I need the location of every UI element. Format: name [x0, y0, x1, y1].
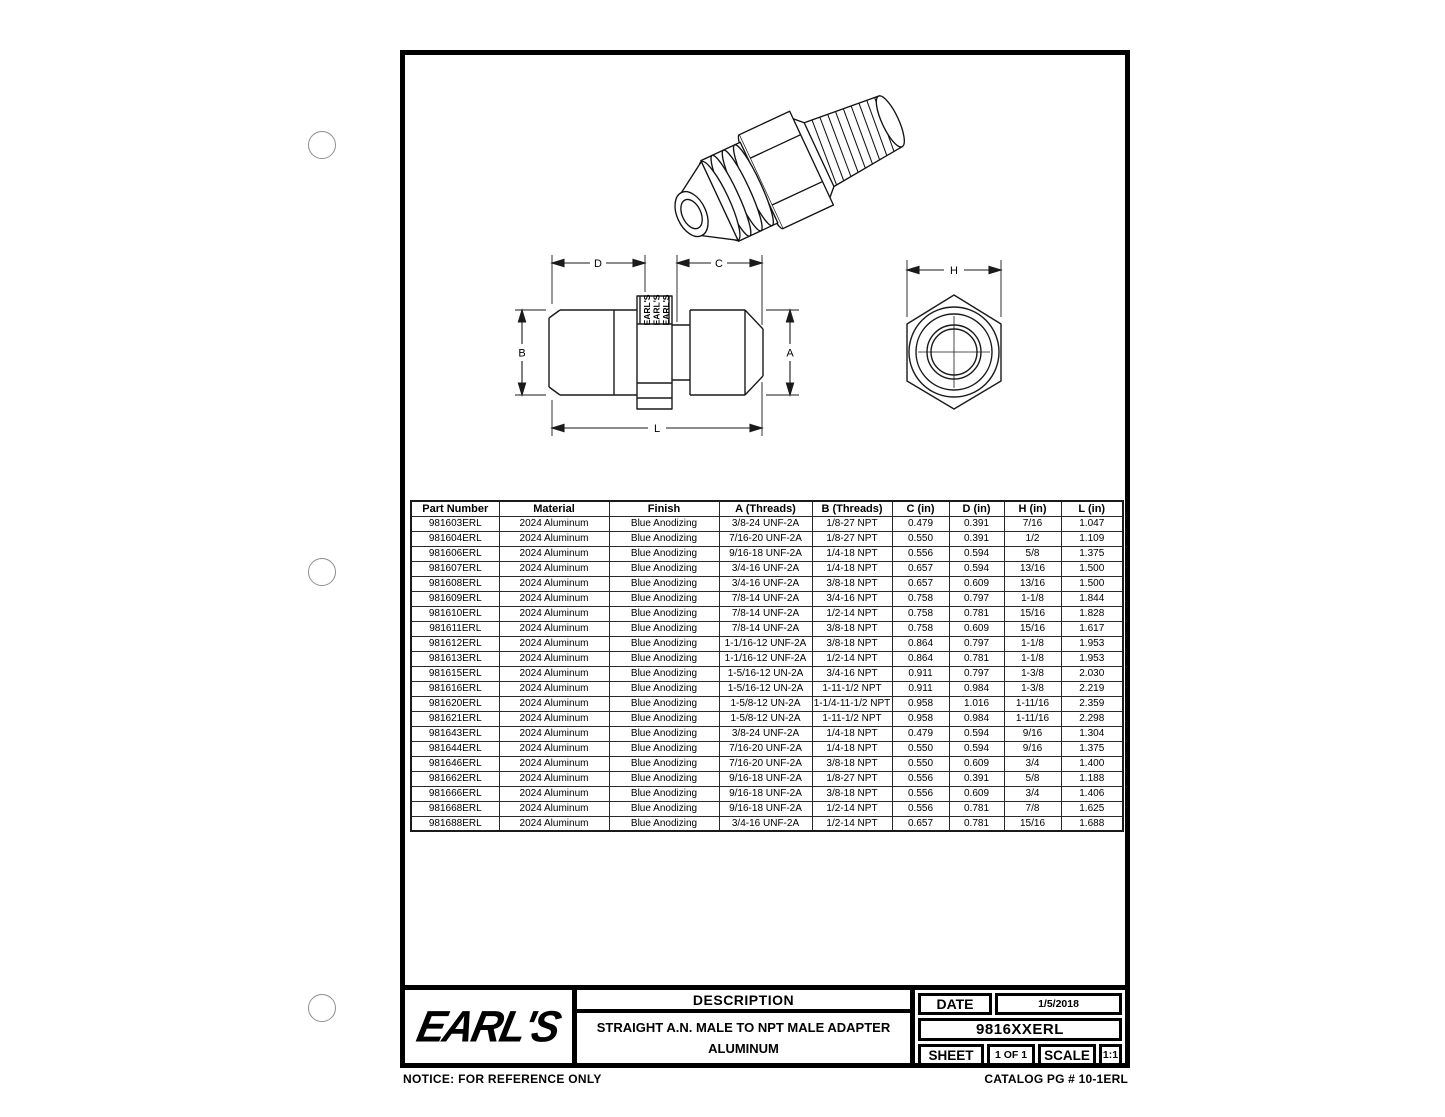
table-cell: 3/4-16 NPT [812, 666, 892, 681]
table-cell: 0.609 [949, 576, 1004, 591]
table-cell: 2024 Aluminum [499, 561, 609, 576]
table-cell: 2024 Aluminum [499, 651, 609, 666]
table-cell: 1-11-1/2 NPT [812, 681, 892, 696]
table-cell: 0.781 [949, 801, 1004, 816]
table-cell: 1-5/8-12 UN-2A [719, 711, 812, 726]
table-cell: 1-5/8-12 UN-2A [719, 696, 812, 711]
table-cell: 5/8 [1004, 771, 1061, 786]
table-cell: 981604ERL [411, 531, 499, 546]
table-cell: 15/16 [1004, 816, 1061, 831]
table-cell: 1.688 [1061, 816, 1123, 831]
description-label: DESCRIPTION [577, 990, 910, 1013]
table-cell: 1-5/16-12 UN-2A [719, 681, 812, 696]
table-cell: 9/16 [1004, 726, 1061, 741]
title-block-right [915, 990, 1125, 1063]
table-cell: 3/4 [1004, 756, 1061, 771]
table-cell: 1/4-18 NPT [812, 546, 892, 561]
table-cell: 0.556 [892, 546, 949, 561]
table-row [411, 786, 1123, 801]
table-cell: 2024 Aluminum [499, 756, 609, 771]
table-cell: 981688ERL [411, 816, 499, 831]
table-row [411, 591, 1123, 606]
table-cell: 3/8-18 NPT [812, 756, 892, 771]
table-cell: 2024 Aluminum [499, 516, 609, 531]
table-cell: 0.984 [949, 711, 1004, 726]
table-row [411, 516, 1123, 531]
dimension-drawing [500, 240, 1060, 490]
table-cell: 3/4-16 UNF-2A [719, 561, 812, 576]
table-cell: 3/4 [1004, 786, 1061, 801]
table-cell: 2.359 [1061, 696, 1123, 711]
table-cell: 0.550 [892, 741, 949, 756]
table-cell: 1.953 [1061, 651, 1123, 666]
table-cell: 0.479 [892, 516, 949, 531]
table-cell: 0.479 [892, 726, 949, 741]
table-cell: 981613ERL [411, 651, 499, 666]
notice-text: NOTICE: FOR REFERENCE ONLY [403, 1072, 602, 1086]
table-cell: Blue Anodizing [609, 711, 719, 726]
table-cell: 0.958 [892, 711, 949, 726]
table-cell: 2024 Aluminum [499, 666, 609, 681]
table-cell: 1.500 [1061, 576, 1123, 591]
spec-table [410, 500, 1124, 832]
table-cell: 981646ERL [411, 756, 499, 771]
column-header: A (Threads) [719, 501, 812, 516]
table-cell: 0.758 [892, 621, 949, 636]
table-cell: 2024 Aluminum [499, 711, 609, 726]
brand-stamp: EARL'S [642, 294, 652, 326]
table-cell: 7/8-14 UNF-2A [719, 606, 812, 621]
table-cell: 981666ERL [411, 786, 499, 801]
column-header: C (in) [892, 501, 949, 516]
table-cell: 1.953 [1061, 636, 1123, 651]
catalog-reference: CATALOG PG # 10-1ERL [984, 1072, 1128, 1086]
table-cell: Blue Anodizing [609, 771, 719, 786]
hole-punch [308, 994, 336, 1022]
column-header: H (in) [1004, 501, 1061, 516]
table-cell: 3/8-18 NPT [812, 576, 892, 591]
table-cell: 981610ERL [411, 606, 499, 621]
table-row [411, 546, 1123, 561]
company-logo-text: EARL'S [413, 1001, 565, 1051]
table-cell: 0.594 [949, 561, 1004, 576]
table-cell: 7/16-20 UNF-2A [719, 531, 812, 546]
table-cell: 0.958 [892, 696, 949, 711]
table-cell: Blue Anodizing [609, 561, 719, 576]
table-cell: 0.911 [892, 681, 949, 696]
column-header: L (in) [1061, 501, 1123, 516]
table-cell: 1.617 [1061, 621, 1123, 636]
table-row [411, 681, 1123, 696]
table-cell: 1.500 [1061, 561, 1123, 576]
table-cell: 2024 Aluminum [499, 681, 609, 696]
table-cell: 9/16-18 UNF-2A [719, 801, 812, 816]
table-cell: 1.844 [1061, 591, 1123, 606]
table-cell: 0.864 [892, 651, 949, 666]
table-cell: 1-1/8 [1004, 591, 1061, 606]
table-cell: 1/8-27 NPT [812, 516, 892, 531]
brand-stamp: EARL'S [651, 294, 662, 326]
table-cell: Blue Anodizing [609, 651, 719, 666]
table-cell: 981609ERL [411, 591, 499, 606]
table-row [411, 741, 1123, 756]
table-cell: Blue Anodizing [609, 726, 719, 741]
table-cell: 981620ERL [411, 696, 499, 711]
table-row [411, 696, 1123, 711]
table-cell: 13/16 [1004, 576, 1061, 591]
table-cell: 7/8-14 UNF-2A [719, 621, 812, 636]
table-cell: Blue Anodizing [609, 666, 719, 681]
table-cell: 7/16-20 UNF-2A [719, 741, 812, 756]
table-cell: 0.609 [949, 621, 1004, 636]
table-cell: 0.758 [892, 591, 949, 606]
table-cell: 0.550 [892, 531, 949, 546]
table-cell: 1/2-14 NPT [812, 816, 892, 831]
table-row [411, 636, 1123, 651]
title-block [405, 985, 1125, 1063]
table-cell: 981621ERL [411, 711, 499, 726]
table-cell: 2024 Aluminum [499, 636, 609, 651]
table-cell: 1-1/16-12 UNF-2A [719, 651, 812, 666]
column-header: Finish [609, 501, 719, 516]
table-cell: 1.625 [1061, 801, 1123, 816]
table-cell: 0.594 [949, 741, 1004, 756]
table-cell: Blue Anodizing [609, 681, 719, 696]
table-cell: 0.657 [892, 576, 949, 591]
table-cell: 13/16 [1004, 561, 1061, 576]
table-cell: 1.828 [1061, 606, 1123, 621]
table-cell: 0.556 [892, 771, 949, 786]
table-cell: 1.304 [1061, 726, 1123, 741]
table-cell: 2.219 [1061, 681, 1123, 696]
table-cell: 3/4-16 UNF-2A [719, 576, 812, 591]
table-cell: 9/16 [1004, 741, 1061, 756]
table-cell: 2024 Aluminum [499, 726, 609, 741]
sheet-label: SHEET [918, 1044, 984, 1066]
table-cell: 981644ERL [411, 741, 499, 756]
description-line2: ALUMINUM [708, 1041, 779, 1057]
table-cell: 0.550 [892, 756, 949, 771]
table-row [411, 576, 1123, 591]
table-cell: 2024 Aluminum [499, 696, 609, 711]
table-cell: 981611ERL [411, 621, 499, 636]
table-cell: 7/8 [1004, 801, 1061, 816]
table-cell: 1.188 [1061, 771, 1123, 786]
table-row [411, 771, 1123, 786]
description-line1: STRAIGHT A.N. MALE TO NPT MALE ADAPTER [596, 1019, 891, 1035]
table-cell: 1.375 [1061, 741, 1123, 756]
date-label: DATE [918, 993, 992, 1015]
table-cell: 2024 Aluminum [499, 741, 609, 756]
brand-stamp: EARL'S [661, 294, 671, 326]
table-cell: 15/16 [1004, 606, 1061, 621]
table-cell: 0.758 [892, 606, 949, 621]
column-header: Part Number [411, 501, 499, 516]
table-cell: Blue Anodizing [609, 696, 719, 711]
table-row [411, 801, 1123, 816]
table-cell: Blue Anodizing [609, 816, 719, 831]
table-cell: 1.109 [1061, 531, 1123, 546]
table-cell: 0.911 [892, 666, 949, 681]
table-cell: 2024 Aluminum [499, 621, 609, 636]
table-cell: 0.391 [949, 531, 1004, 546]
table-cell: 0.657 [892, 561, 949, 576]
hole-punch [308, 558, 336, 586]
dim-label-l: L [653, 423, 661, 435]
table-cell: 0.781 [949, 816, 1004, 831]
table-cell: 1/2 [1004, 531, 1061, 546]
table-cell: 1-1/8 [1004, 651, 1061, 666]
table-cell: 2024 Aluminum [499, 591, 609, 606]
table-cell: 2024 Aluminum [499, 801, 609, 816]
table-cell: 2024 Aluminum [499, 771, 609, 786]
table-cell: 9/16-18 UNF-2A [719, 546, 812, 561]
column-header: Material [499, 501, 609, 516]
table-cell: 3/8-18 NPT [812, 621, 892, 636]
table-cell: 981607ERL [411, 561, 499, 576]
table-cell: 2024 Aluminum [499, 606, 609, 621]
table-cell: 981606ERL [411, 546, 499, 561]
table-cell: Blue Anodizing [609, 546, 719, 561]
table-cell: 0.609 [949, 786, 1004, 801]
table-cell: 981615ERL [411, 666, 499, 681]
table-cell: 0.594 [949, 546, 1004, 561]
table-cell: 1/8-27 NPT [812, 531, 892, 546]
scale-value: 1:1 [1099, 1044, 1122, 1066]
table-cell: Blue Anodizing [609, 621, 719, 636]
table-row [411, 531, 1123, 546]
table-cell: 1-3/8 [1004, 666, 1061, 681]
table-cell: 0.609 [949, 756, 1004, 771]
table-cell: 0.657 [892, 816, 949, 831]
table-cell: 3/8-18 NPT [812, 636, 892, 651]
table-cell: 0.797 [949, 636, 1004, 651]
table-cell: 0.984 [949, 681, 1004, 696]
table-cell: 2024 Aluminum [499, 816, 609, 831]
table-cell: 0.797 [949, 666, 1004, 681]
table-cell: 981662ERL [411, 771, 499, 786]
spec-table-header-row [411, 501, 1123, 516]
table-row [411, 666, 1123, 681]
table-cell: 1.016 [949, 696, 1004, 711]
table-cell: 981668ERL [411, 801, 499, 816]
description-cell [577, 990, 915, 1063]
table-cell: Blue Anodizing [609, 756, 719, 771]
table-cell: 1-3/8 [1004, 681, 1061, 696]
table-cell: 1/2-14 NPT [812, 801, 892, 816]
table-cell: 7/16-20 UNF-2A [719, 756, 812, 771]
table-cell: 1/2-14 NPT [812, 651, 892, 666]
column-header: B (Threads) [812, 501, 892, 516]
table-cell: 981616ERL [411, 681, 499, 696]
table-cell: 7/16 [1004, 516, 1061, 531]
table-cell: 3/8-24 UNF-2A [719, 516, 812, 531]
part-number: 9816XXERL [918, 1018, 1122, 1041]
table-cell: 0.797 [949, 591, 1004, 606]
table-cell: Blue Anodizing [609, 741, 719, 756]
table-cell: 2.298 [1061, 711, 1123, 726]
table-cell: 2.030 [1061, 666, 1123, 681]
table-cell: 1-11/16 [1004, 711, 1061, 726]
table-cell: Blue Anodizing [609, 576, 719, 591]
drawing-sheet [400, 50, 1130, 1068]
table-cell: 3/4-16 NPT [812, 591, 892, 606]
table-cell: 1.047 [1061, 516, 1123, 531]
table-cell: 981603ERL [411, 516, 499, 531]
table-row [411, 606, 1123, 621]
table-cell: 9/16-18 UNF-2A [719, 771, 812, 786]
table-cell: 0.781 [949, 606, 1004, 621]
table-cell: 3/8-18 NPT [812, 786, 892, 801]
table-cell: 1/4-18 NPT [812, 726, 892, 741]
fitting-3d-view [640, 63, 940, 263]
table-cell: Blue Anodizing [609, 531, 719, 546]
table-cell: 1.375 [1061, 546, 1123, 561]
table-cell: 15/16 [1004, 621, 1061, 636]
scale-label: SCALE [1038, 1044, 1096, 1066]
table-cell: Blue Anodizing [609, 591, 719, 606]
table-cell: 1-5/16-12 UN-2A [719, 666, 812, 681]
table-cell: 2024 Aluminum [499, 576, 609, 591]
table-cell: 1-1/4-11-1/2 NPT [813, 698, 891, 709]
table-row [411, 561, 1123, 576]
table-cell: 5/8 [1004, 546, 1061, 561]
dim-label-h: H [950, 265, 958, 277]
table-cell: 1-11-1/2 NPT [812, 711, 892, 726]
date-value: 1/5/2018 [995, 993, 1122, 1015]
table-cell: Blue Anodizing [609, 516, 719, 531]
table-cell: 0.391 [949, 771, 1004, 786]
table-cell: 1/4-18 NPT [812, 741, 892, 756]
table-cell: 1.406 [1061, 786, 1123, 801]
hole-punch [308, 131, 336, 159]
table-cell: 981608ERL [411, 576, 499, 591]
table-row [411, 816, 1123, 831]
table-cell: Blue Anodizing [609, 636, 719, 651]
table-cell: 1-11/16 [1004, 696, 1061, 711]
table-cell: 0.391 [949, 516, 1004, 531]
table-cell: 9/16-18 UNF-2A [719, 786, 812, 801]
table-cell: 3/4-16 UNF-2A [719, 816, 812, 831]
table-row [411, 726, 1123, 741]
table-cell: 981612ERL [411, 636, 499, 651]
dim-label-d: D [594, 258, 602, 270]
table-row [411, 651, 1123, 666]
table-cell: 1-1/8 [1004, 636, 1061, 651]
table-cell: 1/8-27 NPT [812, 771, 892, 786]
dim-label-a: A [786, 347, 794, 360]
sheet-value: 1 OF 1 [987, 1044, 1035, 1066]
dim-label-b: B [518, 347, 526, 360]
table-cell: 981643ERL [411, 726, 499, 741]
table-cell: 0.781 [949, 651, 1004, 666]
company-logo [405, 990, 577, 1063]
table-cell: Blue Anodizing [609, 786, 719, 801]
table-cell: 0.864 [892, 636, 949, 651]
table-cell: 3/8-24 UNF-2A [719, 726, 812, 741]
table-cell: 1/4-18 NPT [812, 561, 892, 576]
table-row [411, 711, 1123, 726]
table-row [411, 621, 1123, 636]
table-cell: 2024 Aluminum [499, 786, 609, 801]
table-cell: 0.556 [892, 786, 949, 801]
dim-label-c: C [715, 258, 723, 270]
table-cell: 1-1/16-12 UNF-2A [719, 636, 812, 651]
table-cell: 2024 Aluminum [499, 531, 609, 546]
table-cell: 7/8-14 UNF-2A [719, 591, 812, 606]
table-cell: Blue Anodizing [609, 606, 719, 621]
table-cell: 2024 Aluminum [499, 546, 609, 561]
table-cell: 1/2-14 NPT [812, 606, 892, 621]
column-header: D (in) [949, 501, 1004, 516]
table-cell: Blue Anodizing [609, 801, 719, 816]
table-cell: 0.594 [949, 726, 1004, 741]
table-cell: 0.556 [892, 801, 949, 816]
table-row [411, 756, 1123, 771]
table-cell: 1.400 [1061, 756, 1123, 771]
